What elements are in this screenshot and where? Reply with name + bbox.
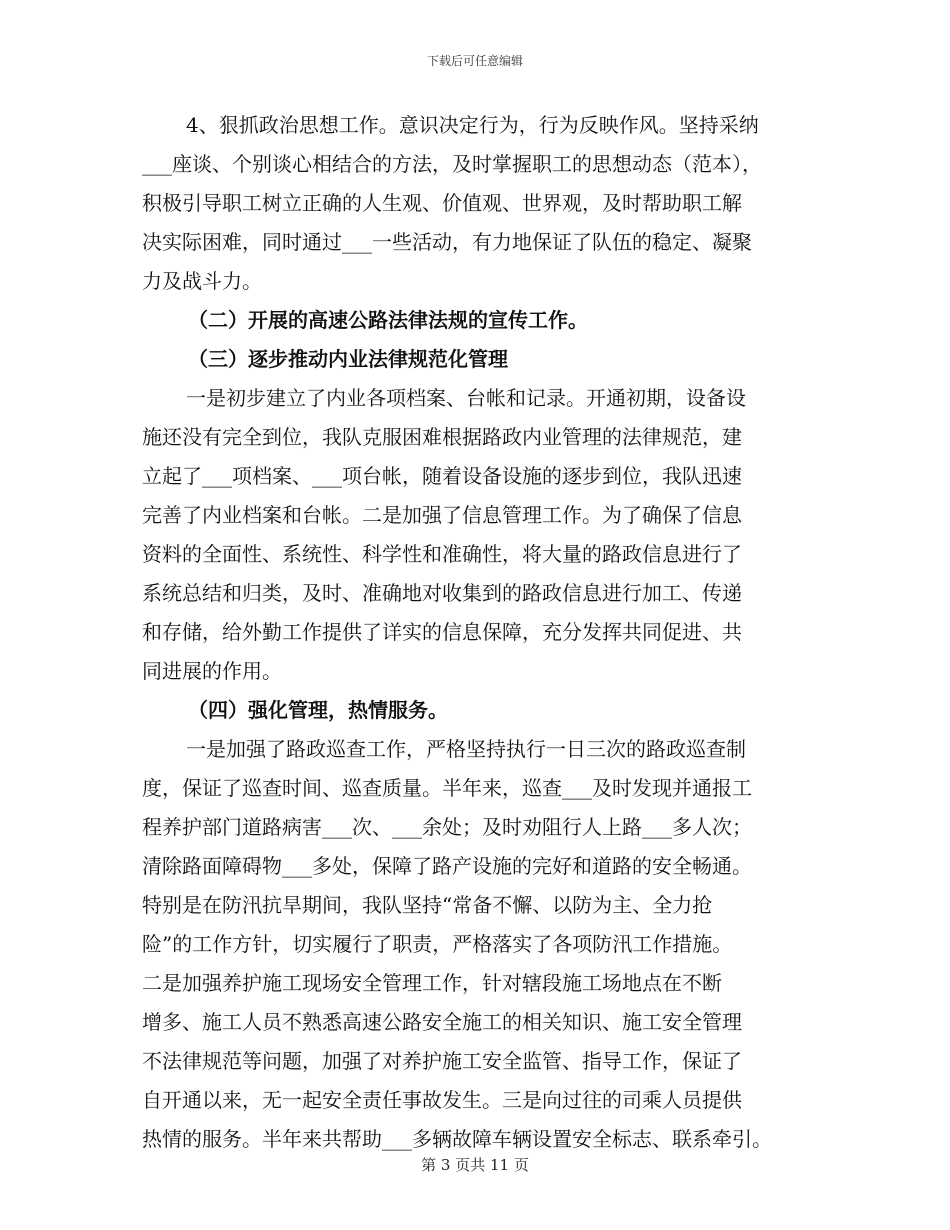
paragraph-line: 二是加强养护施工现场安全管理工作，针对辖段施工场地点在不断 bbox=[142, 971, 722, 995]
paragraph-line: 程养护部门道路病害___次、___余处；及时劝阻行人上路___多人次； bbox=[142, 815, 752, 839]
document-body bbox=[142, 106, 822, 1159]
paragraph-line: ___座谈、个别谈心相结合的方法，及时掌握职工的思想动态（范本）， bbox=[142, 152, 762, 176]
paragraph-line: 一是加强了路政巡查工作，严格坚持执行一日三次的路政巡查制 bbox=[186, 737, 746, 761]
paragraph-line: 完善了内业档案和台帐。二是加强了信息管理工作。为了确保了信息 bbox=[142, 503, 742, 527]
paragraph-line: 施还没有完全到位，我队克服困难根据路政内业管理的法律规范，建 bbox=[142, 425, 742, 449]
paragraph-line: 系统总结和归类，及时、准确地对收集到的路政信息进行加工、传递 bbox=[142, 581, 742, 605]
page-number: 第 3 页共 11 页 bbox=[421, 1156, 529, 1174]
page-header: 下载后可任意编辑 bbox=[426, 54, 523, 68]
paragraph-line: 一是初步建立了内业各项档案、台帐和记录。开通初期，设备设 bbox=[186, 386, 746, 410]
section-heading: （三）逐步推动内业法律规范化管理 bbox=[188, 347, 508, 371]
paragraph-line: 积极引导职工树立正确的人生观、价值观、世界观，及时帮助职工解 bbox=[142, 191, 742, 215]
paragraph-line: 同进展的作用。 bbox=[142, 659, 282, 683]
section-heading: （二）开展的高速公路法律法规的宣传工作。 bbox=[188, 308, 588, 332]
section-heading: （四）强化管理，热情服务。 bbox=[188, 698, 448, 722]
paragraph-line: 立起了___项档案、___项台帐，随着设备设施的逐步到位，我队迅速 bbox=[142, 464, 742, 488]
paragraph-line: 清除路面障碍物___多处，保障了路产设施的完好和道路的安全畅通。 bbox=[142, 854, 752, 878]
paragraph-line: 4、狠抓政治思想工作。意识决定行为，行为反映作风。坚持采纳 bbox=[186, 113, 759, 137]
paragraph-line: 度，保证了巡查时间、巡查质量。半年来，巡查___及时发现并通报工 bbox=[142, 776, 752, 800]
paragraph-line: 自开通以来，无一起安全责任事故发生。三是向过往的司乘人员提供 bbox=[142, 1088, 742, 1112]
paragraph-line: 力及战斗力。 bbox=[142, 269, 262, 293]
paragraph-line: 险”的工作方针，切实履行了职责，严格落实了各项防汛工作措施。 bbox=[142, 932, 733, 956]
paragraph-line: 决实际困难，同时通过___一些活动，有力地保证了队伍的稳定、凝聚 bbox=[142, 230, 752, 254]
paragraph-line: 不法律规范等问题，加强了对养护施工安全监管、指导工作，保证了 bbox=[142, 1049, 742, 1073]
paragraph-line: 增多、施工人员不熟悉高速公路安全施工的相关知识、施工安全管理 bbox=[142, 1010, 742, 1034]
paragraph-line: 特别是在防汛抗旱期间，我队坚持“常备不懈、以防为主、全力抢 bbox=[142, 893, 713, 917]
paragraph-line: 和存储，给外勤工作提供了详实的信息保障，充分发挥共同促进、共 bbox=[142, 620, 742, 644]
paragraph-line: 热情的服务。半年来共帮助___多辆故障车辆设置安全标志、联系牵引。 bbox=[142, 1127, 772, 1151]
paragraph-line: 资料的全面性、系统性、科学性和准确性，将大量的路政信息进行了 bbox=[142, 542, 742, 566]
